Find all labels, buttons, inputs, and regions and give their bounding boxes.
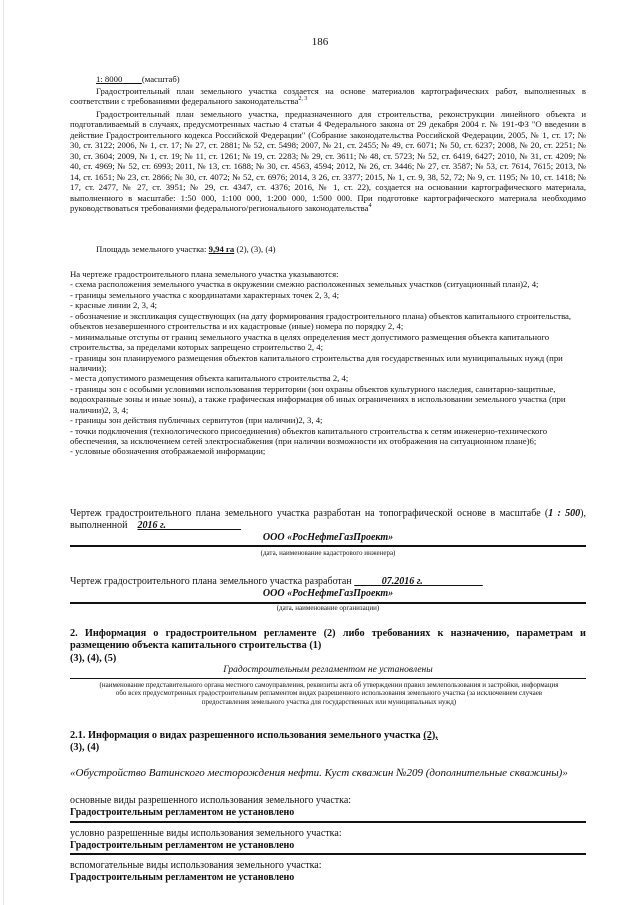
divider xyxy=(70,545,586,547)
object-name: «Обустройство Ватинского месторождения нефти. Куст скважин №209 (дополнительные скважины)» xyxy=(70,767,568,779)
scale-line xyxy=(96,74,612,84)
list-item: - границы земельного участка с координатами характерных точек 2, 3, 4; xyxy=(70,289,340,300)
drawing-author-caption: (дата, наименование организации) xyxy=(276,604,380,612)
scale-label: (масштаб) xyxy=(141,74,180,84)
list-item: - границы зон действия публичных сервитутов (при наличии)2, 3, 4; xyxy=(70,415,323,426)
area-value: 9,94 га xyxy=(208,244,235,254)
drawing-scale: 1 : 500 xyxy=(548,508,581,519)
list-item: - обозначение и экспликация существующих (на дату формирования градостроительного плана) объектов капитального строительства, объектов незавершенного строительства и их кадастровые (иные) номера по порядку 2, 4; xyxy=(70,310,572,332)
drawing-author-org: ООО «РосНефтеГазПроект» xyxy=(262,588,394,599)
section-2-title: 2. Информация о градостроительном регламенте (2) либо требованиях к назначению, параметрам и размещению объекта капитального строительства (1) (3), (4), (5) xyxy=(70,628,586,664)
conditional-uses-label: условно разрешенные виды использования земельного участка: xyxy=(70,828,342,839)
list-item: - места допустимого размещения объекта капитального строительства 2, 4; xyxy=(70,373,349,384)
list-intro: На чертеже градостроительного плана земельного участка указываются: xyxy=(70,269,339,279)
divider xyxy=(70,821,586,823)
section-2-note: (наименование представительного органа местного самоуправления, реквизиты акта об утверждении правил землепользования и застройки, информация обо всех предусмотренных градостроительным регламентом видах разрешенного использования земельного участка (за исключением случаев предоставления земельного участка для государственных или муниципальных нужд) xyxy=(99,681,559,706)
section-2-1-title: 2.1. Информация о видах разрешенного использования земельного участка (2), (3), (4) xyxy=(70,730,438,754)
drawing-author-date: 07.2016 г. xyxy=(381,576,423,587)
divider xyxy=(70,853,586,855)
auxiliary-uses-value: Градостроительным регламентом не установлено xyxy=(70,872,295,883)
drawing-author-statement: Чертеж градостроительного плана земельного участка разработан 07.2016 г. xyxy=(70,576,423,587)
drawing-date: 2016 г. xyxy=(137,520,167,531)
list-item: - минимальные отступы от границ земельного участка в целях определения мест допустимого размещения объекта капитального строительства, за пределами которых запрещено строительство 2, 4; xyxy=(70,331,550,353)
list-item: - красные линии 2, 3, 4; xyxy=(70,300,158,311)
section-2-value: Градостроительным регламентом не установлены xyxy=(223,665,433,675)
drawing-engineer-caption: (дата, наименование кадастрового инженера) xyxy=(260,549,396,557)
list-item: - границы зон с особыми условиями использования территории (зон охраны объектов культурного наследия, санитарно-защитные, водоохранные зоны и иные зоны), а также графическая информация об иных ограничениях в использовании земельного участка (при наличии)2, 3, 4; xyxy=(70,383,566,415)
main-uses-label: основные виды разрешенного использования земельного участка: xyxy=(70,795,352,806)
area-label: Площадь земельного участка: xyxy=(96,244,207,254)
main-uses-value: Градостроительным регламентом не установлено xyxy=(70,807,295,818)
page-edge xyxy=(3,0,4,905)
auxiliary-uses-label: вспомогательные виды использования земельного участка: xyxy=(70,860,322,871)
list-item: - точки подключения (технологического присоединения) объектов капитального строительства к сетям инженерно-технического обеспечения, за исключением сетей электроснабжения (при наличии возможности их отображения на ситуационном плане)6; xyxy=(70,425,548,446)
intro-paragraph-1: Градостроительный план земельного участка создается на основе материалов картографических работ, выполненных в соответствии с требованиями федерального законодательства$^{2, 3}$ xyxy=(70,86,586,107)
divider xyxy=(70,678,586,679)
scale-value: 1: 8000 xyxy=(96,74,123,84)
conditional-uses-value: Градостроительным регламентом не установлено xyxy=(70,840,295,851)
drawing-basis-statement: Чертеж градостроительного плана земельного участка разработан на топографической основе в масштабе (1 : 500), выполненной 2016 г. xyxy=(70,508,586,531)
intro-paragraph-2: Градостроительный план земельного участка, предназначенного для строительства, реконструкции линейного объекта и подготавливаемый в случаях, предусмотренных частью 4 статьи 4 Федерального закона от 29 декабря 2004 г. № 191-ФЗ "О введении в действие Градостроительного кодекса Российской Федерации" (Собрание законодательства Российской Федерации, 2005, № 1, ст. 17; № 30, ст. 3122; 2006, № 1, ст. 17; № 27, ст. 2881; № 52, ст. 5498; 2007, № 21, ст. 2455; № 49, ст. 6071; № 50, ст. 6237; 2008, № 20, ст. 2251; № 30, ст. 3604; 2009, № 1, ст. 19; № 11, ст. 1261; № 19, ст. 2283; № 29, ст. 3611; № 48, ст. 5723; № 52, ст. 6419, 6427; 2010, № 31, ст. 4209; № 40, ст. 4969; № 52, ст. 6993; 2011, № 13, ст. 1688; № 30, ст. 4563, 4594; 2012, № 26, ст. 3446; № 27, ст. 3587; № 53, ст. 7614, 7615; 2013, № 14, ст. 1651; № 23, ст. 2866; № 30, ст. 4072; № 52, ст. 6976; 2014, 3 26, ст. 3377; 2015, № 1, ст. 9, 38, 52, 72; № 9, ст. 1195; № 10, ст. 1418; № 17, ст. 2477, № 27, ст. 3951; № 29, ст. 4347, ст. 4376; 2016, № 1, ст. 22), создается на основании картографического материала, выполненного в масштабе: 1:50 000, 1:100 000, 1:200 000, 1:500 000. При подготовке картографического материала необходимо руководствоваться требованиями федерального/регионального законодательства$^4$ xyxy=(70,109,586,213)
area-line xyxy=(96,244,612,254)
list-item: - схема расположения земельного участка в окружении смежно расположенных земельных участков (ситуационный план)2, 4; xyxy=(70,279,539,290)
page-number: 186 xyxy=(311,36,329,48)
list-item: - границы зон планируемого размещения объектов капитального строительства для государственных или муниципальных нужд (при наличии); xyxy=(70,352,563,373)
list-item: - условные обозначения отображаемой информации; xyxy=(70,446,266,457)
area-refs: (2), (3), (4) xyxy=(236,244,276,254)
drawing-contents-list xyxy=(70,269,586,457)
drawing-engineer-org: ООО «РосНефтеГазПроект» xyxy=(262,532,394,543)
